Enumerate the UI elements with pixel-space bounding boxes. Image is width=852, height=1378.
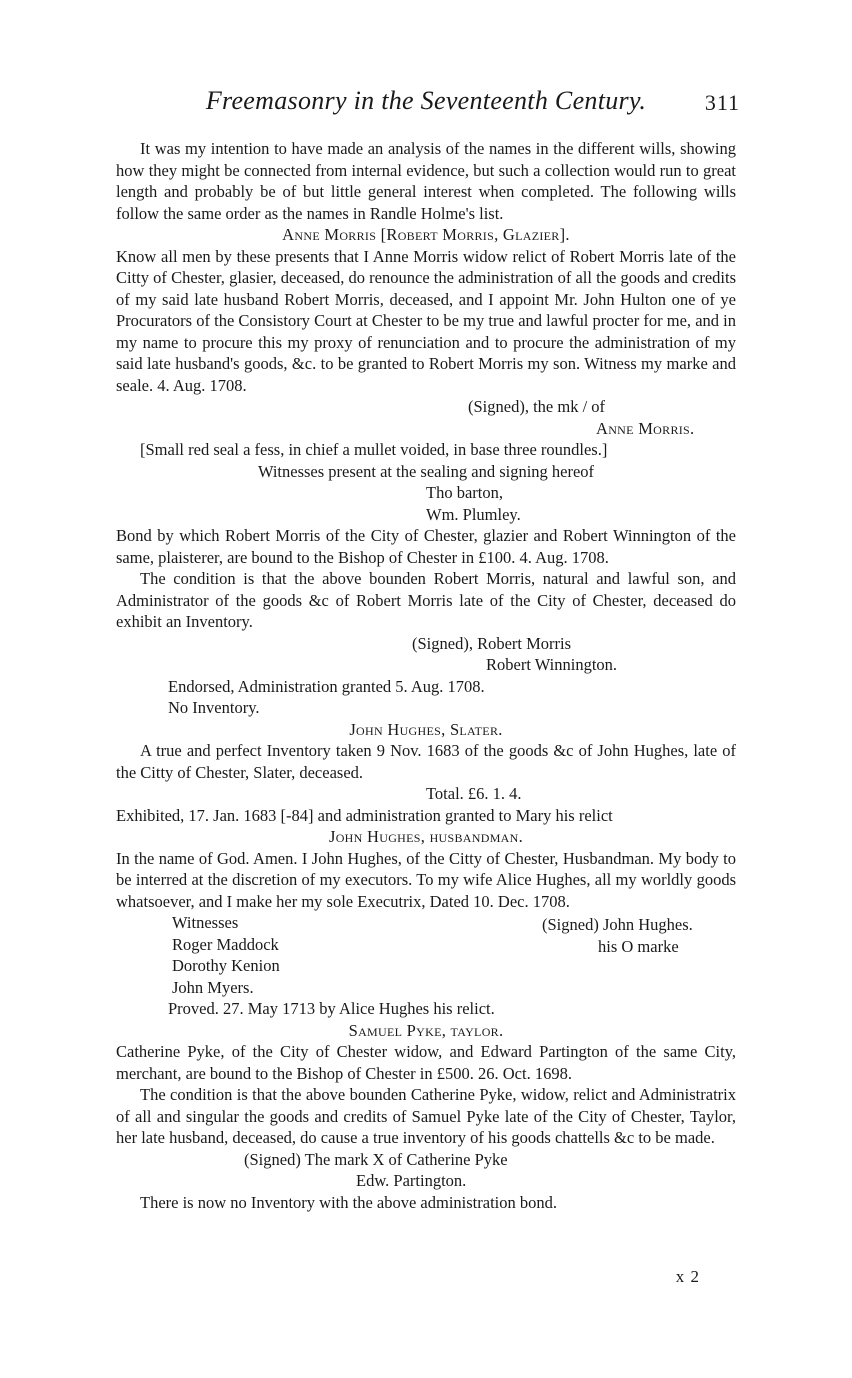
pyke-bond: Catherine Pyke, of the City of Chester widow, and Edward Partington of the same City, merchant, are bound to the Bishop of Chester in £500. 26. Oct. 1698.	[116, 1042, 736, 1083]
hughes-signed: (Signed) John Hughes.	[542, 915, 693, 934]
section-heading-hughes-slater: John Hughes, Slater.	[349, 719, 503, 739]
morris-witness-intro: Witnesses present at the sealing and signing hereof	[257, 461, 595, 481]
running-title: Freemasonry in the Seventeenth Century.	[205, 86, 647, 115]
morris-renunciation: Know all men by these presents that I Anne Morris widow relict of Robert Morris late of the Citty of Chester, glasier, deceased, do renounce the administration of all the goods and credits of my said late husband Robert Morris, deceased, and I appoint Mr. John Hulton one of ye Procurators of the Consistory Court at Chester to be my true and lawful procter for me, and in my name to procure this my proxy of renunciation and to procure the administration of my said late husband's goods, &c. to be granted to Robert Morris my son. Witness my marke and seale. 4. Aug. 1708.	[116, 246, 736, 395]
hughes-witnesses-label: Witnesses	[172, 913, 239, 932]
page-number: 311	[704, 90, 740, 115]
page-body	[116, 138, 736, 1213]
hughes-witness-1: Roger Maddock	[172, 934, 279, 954]
pyke-note: There is now no Inventory with the above administration bond.	[140, 1192, 557, 1212]
morris-condition: The condition is that the above bounden Robert Morris, natural and lawful son, and Administrator of the goods &c of Robert Morris late of the City of Chester, deceased do exhibit an Inventory.	[116, 569, 736, 631]
hughes-witness-2: Dorothy Kenion	[172, 956, 280, 975]
morris-seal-note: [Small red seal a fess, in chief a mullet voided, in base three roundles.]	[140, 440, 608, 459]
pyke-condition: The condition is that the above bounden Catherine Pyke, widow, relict and Administratrix of all and singular the goods and credits of Samuel Pyke late of the City of Chester, Taylor, her late husband, deceased, do cause a true inventory of his goods chattells &c to be made.	[116, 1085, 736, 1147]
morris-signed-line: (Signed), the mk / of	[468, 397, 606, 416]
hughes-slater-exhibited: Exhibited, 17. Jan. 1683 [-84] and administration granted to Mary his relict	[116, 805, 613, 825]
morris-bond: Bond by which Robert Morris of the City of Chester, glazier and Robert Winnington of the same, plaisterer, are bound to the Bishop of Chester in £100. 4. Aug. 1708.	[116, 526, 736, 567]
intro-paragraph: It was my intention to have made an analysis of the names in the different wills, showing how they might be connected from internal evidence, but such a collection would run to great length and probably be of but little general interest when completed. The following wills follow the same order as the names in Randle Holme's list.	[116, 139, 736, 223]
hughes-witness-3: John Myers.	[172, 977, 254, 997]
morris-signer: Anne Morris.	[596, 418, 695, 438]
section-heading-pyke: Samuel Pyke, taylor.	[348, 1020, 504, 1040]
pyke-signer-2: Edw. Partington.	[356, 1171, 467, 1190]
section-heading-hughes-husbandman: John Hughes, husbandman.	[328, 827, 524, 846]
hughes-will-text: In the name of God. Amen. I John Hughes, of the Citty of Chester, Husbandman. My body to be interred at the discretion of my executors. To my wife Alice Hughes, all my worldly goods whatsoever, and I make her my sole Executrix, Dated 10. Dec. 1708.	[116, 848, 736, 911]
hughes-proved: Proved. 27. May 1713 by Alice Hughes his relict.	[168, 999, 495, 1018]
morris-endorsed: Endorsed, Administration granted 5. Aug. 1708.	[168, 676, 485, 696]
morris-witness-1: Tho barton,	[426, 483, 503, 502]
hughes-mark: his O marke	[598, 936, 679, 956]
hughes-slater-inventory: A true and perfect Inventory taken 9 Nov. 1683 of the goods &c of John Hughes, late of the Citty of Chester, Slater, deceased.	[116, 741, 736, 782]
hughes-slater-total: Total. £6. 1. 4.	[426, 784, 522, 803]
section-heading-morris: Anne Morris [Robert Morris, Glazier].	[282, 225, 570, 244]
morris-no-inventory: No Inventory.	[168, 698, 260, 717]
hughes-witness-block	[116, 912, 736, 998]
pyke-signed: (Signed) The mark X of Catherine Pyke	[244, 1149, 508, 1169]
morris-witness-2: Wm. Plumley.	[426, 504, 521, 524]
morris-signed-2: (Signed), Robert Morris	[412, 633, 572, 653]
morris-signer-2: Robert Winnington.	[486, 655, 618, 674]
signature-mark: x 2	[675, 1267, 700, 1286]
